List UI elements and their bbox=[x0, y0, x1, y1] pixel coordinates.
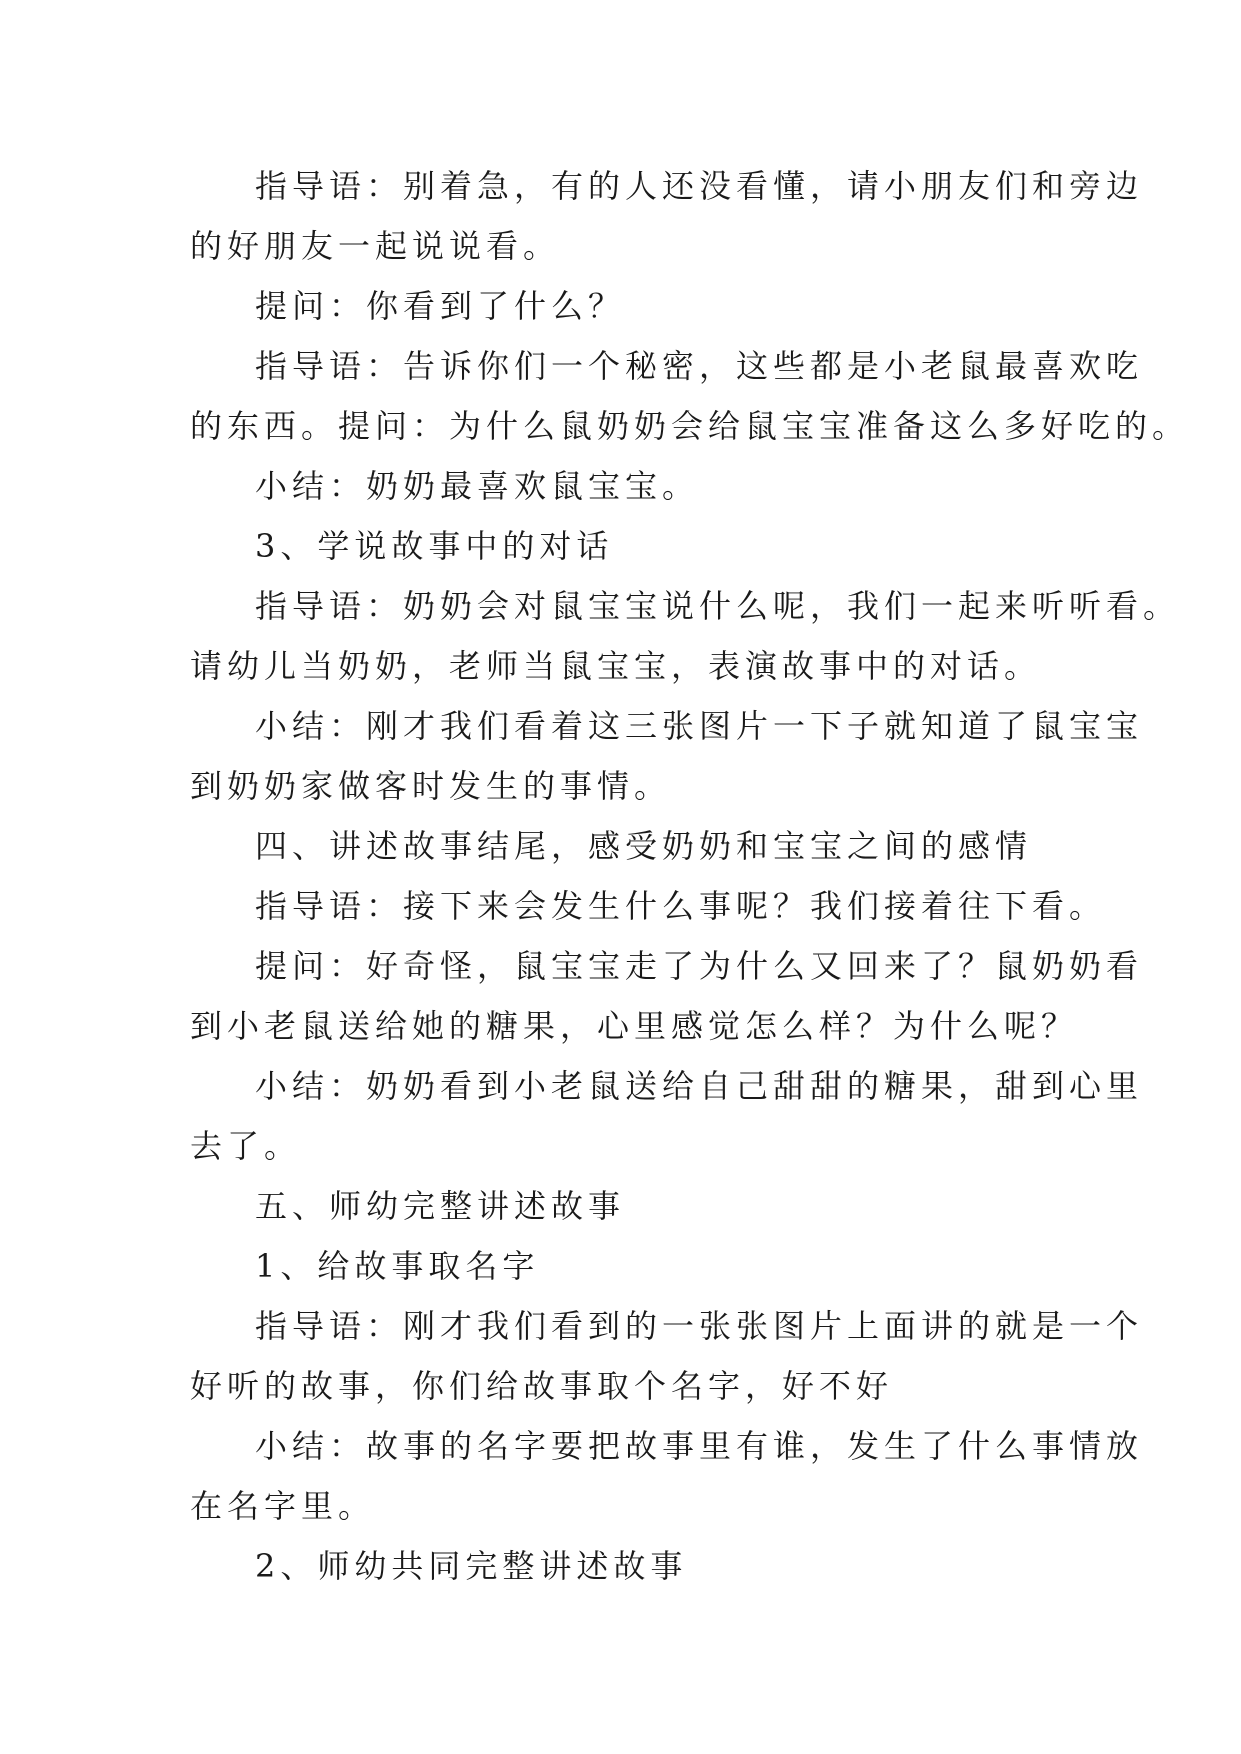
section-heading: 3、学说故事中的对话 bbox=[255, 527, 614, 565]
paragraph-line: 指导语：刚才我们看到的一张张图片上面讲的就是一个 bbox=[255, 1307, 1144, 1345]
paragraph-line: 到小老鼠送给她的糖果，心里感觉怎么样？为什么呢？ bbox=[190, 1007, 1079, 1045]
document-page bbox=[190, 156, 1190, 1596]
paragraph-line: 到奶奶家做客时发生的事情。 bbox=[190, 767, 672, 805]
paragraph-line: 请幼儿当奶奶，老师当鼠宝宝，表演故事中的对话。 bbox=[190, 647, 1042, 685]
paragraph-line: 指导语：奶奶会对鼠宝宝说什么呢，我们一起来听听看。 bbox=[255, 587, 1181, 625]
paragraph-line: 的好朋友一起说说看。 bbox=[190, 227, 561, 265]
paragraph-line: 提问：你看到了什么？ bbox=[255, 287, 626, 325]
paragraph-line: 指导语：接下来会发生什么事呢？我们接着往下看。 bbox=[255, 887, 1107, 925]
paragraph-line: 指导语：别着急，有的人还没看懂，请小朋友们和旁边 bbox=[255, 167, 1144, 205]
paragraph-line: 提问：好奇怪，鼠宝宝走了为什么又回来了？鼠奶奶看 bbox=[255, 947, 1144, 985]
section-heading: 五、师幼完整讲述故事 bbox=[255, 1187, 626, 1225]
paragraph-line: 的东西。提问：为什么鼠奶奶会给鼠宝宝准备这么多好吃的。 bbox=[190, 407, 1190, 445]
paragraph-line: 好听的故事，你们给故事取个名字，好不好 bbox=[190, 1367, 894, 1405]
paragraph-line: 小结：刚才我们看着这三张图片一下子就知道了鼠宝宝 bbox=[255, 707, 1144, 745]
paragraph-line: 在名字里。 bbox=[190, 1487, 376, 1525]
section-heading: 四、讲述故事结尾，感受奶奶和宝宝之间的感情 bbox=[255, 827, 1033, 865]
section-heading: 2、师幼共同完整讲述故事 bbox=[255, 1547, 688, 1585]
paragraph-line: 去了。 bbox=[190, 1127, 302, 1165]
paragraph-line: 指导语：告诉你们一个秘密，这些都是小老鼠最喜欢吃 bbox=[255, 347, 1144, 385]
paragraph-line: 小结：故事的名字要把故事里有谁，发生了什么事情放 bbox=[255, 1427, 1144, 1465]
paragraph-line: 小结：奶奶看到小老鼠送给自己甜甜的糖果，甜到心里 bbox=[255, 1067, 1144, 1105]
section-heading: 1、给故事取名字 bbox=[255, 1247, 540, 1285]
paragraph-line: 小结：奶奶最喜欢鼠宝宝。 bbox=[255, 467, 700, 505]
